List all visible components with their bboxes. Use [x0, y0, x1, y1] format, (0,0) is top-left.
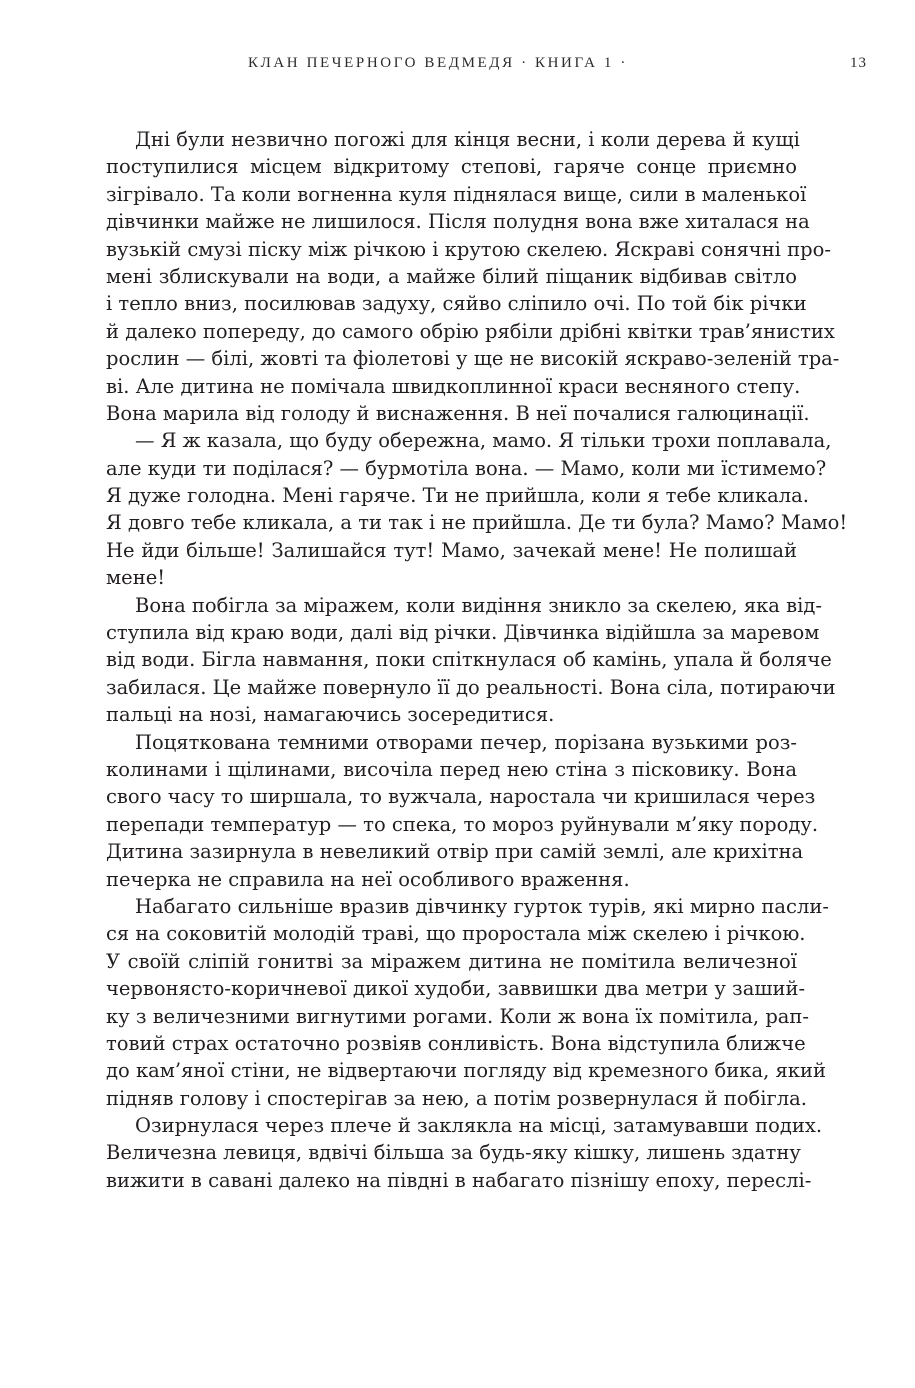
text-line: Дитина зазирнула в невеликий отвір при самій землі, але крихітна — [106, 840, 804, 864]
text-line: дівчинки майже не лишилося. Після полудня вона вже хиталася на — [106, 210, 810, 234]
text-line: Поцяткована темними отворами печер, порізана вузькими роз- — [135, 730, 797, 754]
text-line: ку з величезними вигнутими рогами. Коли ж вона їх помітила, рап- — [106, 1004, 810, 1028]
text-line: ві. Але дитина не помічала швидкоплинної краси весняного степу. — [106, 374, 801, 398]
text-line: Набагато сильніше вразив дівчинку гурток турів, які мирно пасли- — [135, 894, 829, 918]
text-line: ступила від краю води, далі від річки. Дівчинка відійшла за маревом — [106, 621, 820, 645]
text-line: свого часу то ширшала, то вужчала, наростала чи кришилася через — [106, 785, 816, 809]
text-line: Я довго тебе кликала, а ти так і не прийшла. Де ти була? Мамо? Мамо! — [106, 511, 848, 535]
text-line: забилася. Це майже повернуло її до реальності. Вона сіла, потираючи — [106, 675, 836, 699]
text-line: Величезна левиця, вдвічі більша за будь-яку кішку, лишень здатну — [106, 1141, 801, 1165]
text-line: — Я ж казала, що буду обережна, мамо. Я тільки трохи поплавала, — [135, 429, 832, 453]
text-line: мене! — [106, 566, 166, 590]
text-line: ся на соковитій молодій траві, що проростала між скелею і річкою. — [106, 922, 806, 946]
text-line: поступилися місцем відкритому степові, гаряче сонце приємно — [106, 155, 797, 179]
text-line: Озирнулася через плече й заклякла на місці, затамувавши подих. — [135, 1114, 823, 1138]
text-line: до кам’яної стіни, не відвертаючи погляду від кремезного бика, який — [106, 1059, 826, 1083]
text-line: підняв голову і спостерігав за нею, а потім розвернулася й побігла. — [106, 1086, 807, 1110]
text-line: рослин — білі, жовті та фіолетові у ще не високій яскраво-зеленій тра- — [106, 347, 840, 371]
text-line: і тепло вниз, посилював задуху, сяйво сліпило очі. По той бік річки — [106, 292, 807, 316]
text-line: мені зблискували на води, а майже білий піщаник відбивав світло — [106, 264, 797, 288]
text-line: колинами і щілинами, височіла перед нею стіна з пісковику. Вона — [106, 757, 797, 781]
text-line: Не йди більше! Залишайся тут! Мамо, зачекай мене! Не полишай — [106, 538, 797, 562]
text-line: Вона марила від голоду й виснаження. В неї почалися галюцинації. — [106, 401, 810, 425]
text-line: перепади температур — то спека, то мороз руйнували м’яку породу. — [106, 812, 819, 836]
text-line: Вона побігла за міражем, коли видіння зникло за скелею, яка від- — [135, 593, 822, 617]
text-line: від води. Бігла навмання, поки спіткнулася об камінь, упала й боляче — [106, 648, 832, 672]
text-line: товий страх остаточно розвіяв сонливість. Вона відступила ближче — [106, 1031, 806, 1055]
running-head-title: КЛАН ПЕЧЕРНОГО ВЕДМЕДЯ · КНИГА 1 · — [248, 55, 628, 71]
text-line: вижити в савані далеко на півдні в набагато пізнішу епоху, переслі- — [106, 1168, 812, 1192]
text-line: пальці на нозі, намагаючись зосередитися. — [106, 703, 555, 727]
text-line: зігрівало. Та коли вогненна куля піднялася вище, сили в маленької — [106, 182, 807, 206]
text-line: Дні були незвично погожі для кінця весни, і коли дерева й кущі — [135, 128, 800, 151]
page-number: 13 — [850, 55, 867, 71]
text-line: вузькій смузі піску між річкою і крутою скелею. Яскраві сонячні про- — [106, 237, 831, 261]
text-line: але куди ти поділася? — бурмотіла вона. — Мамо, коли ми їстимемо? — [106, 456, 827, 480]
text-line: печерка не справила на неї особливого враження. — [106, 867, 630, 891]
text-line: Я дуже голодна. Мені гаряче. Ти не прийшла, коли я тебе кликала. — [106, 484, 809, 508]
text-line: червонясто-коричневої дикої худоби, заввишки два метри у заший- — [106, 977, 806, 1001]
text-line: й далеко попереду, до самого обрію рябіли дрібні квітки трав’янистих — [106, 319, 835, 343]
text-line: У своїй сліпій гонитві за міражем дитина не помітила величезної — [106, 949, 797, 973]
body-text — [106, 126, 848, 1194]
